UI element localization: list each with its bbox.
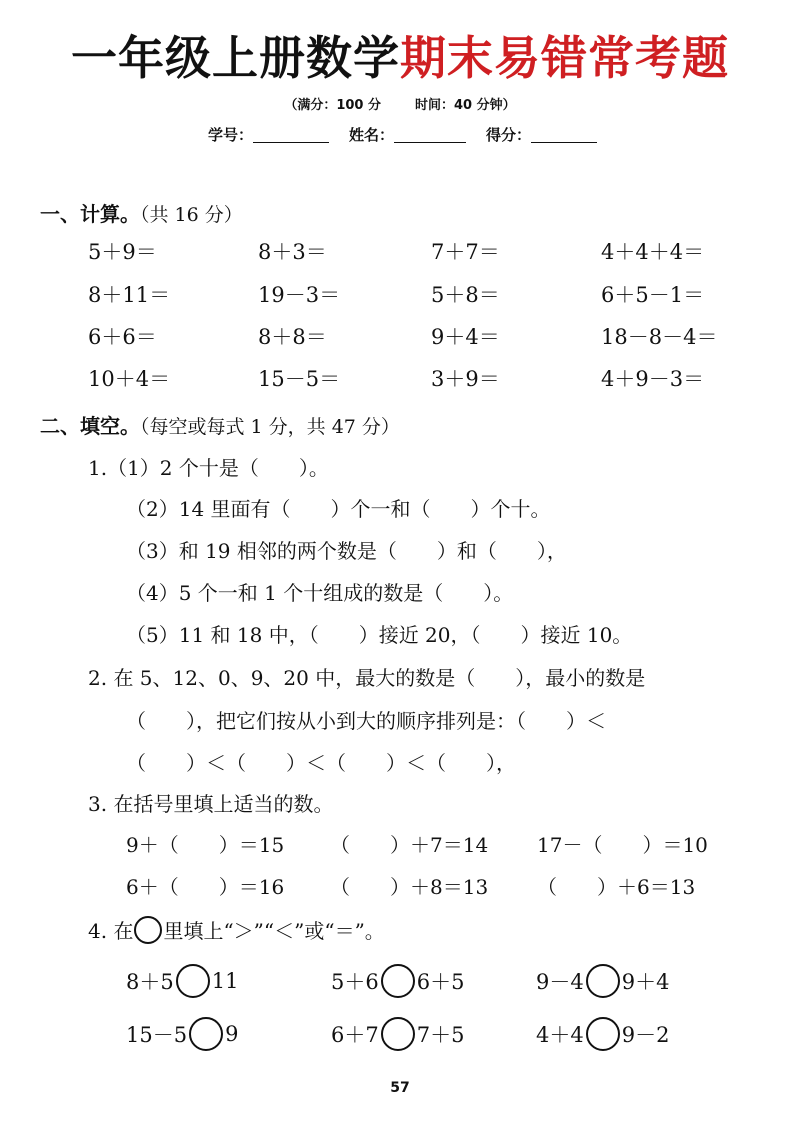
compare-item <box>331 964 464 998</box>
full-score-text: （满分：100 分 <box>284 98 382 113</box>
question-1-4: （4）5 个一和 1 个十组成的数是（ ）。 <box>126 581 514 605</box>
section2-note: （每空或每式 1 分，共 47 分） <box>140 416 400 438</box>
calc-item: 5＋9＝ <box>88 240 157 264</box>
compare-circle[interactable] <box>586 964 620 998</box>
compare-left: 4＋4 <box>536 1023 584 1047</box>
compare-item <box>331 1017 464 1051</box>
compare-right: 9＋4 <box>621 970 670 994</box>
title-red-part: 期末易错常考题 <box>400 31 729 85</box>
compare-circle[interactable] <box>381 964 415 998</box>
student-no-field[interactable] <box>253 126 329 143</box>
section1-note: （共 16 分） <box>140 204 243 226</box>
section2-heading <box>40 410 400 439</box>
compare-left: 5＋6 <box>331 970 379 994</box>
page-number: 57 <box>390 1080 410 1096</box>
question-2-line-3: （ ）＜（ ）＜（ ）＜（ ）， <box>126 751 516 775</box>
compare-circle[interactable] <box>176 964 210 998</box>
question-2-line-2: （ ），把它们按从小到大的顺序排列是：（ ）＜ <box>126 709 606 733</box>
circle-icon <box>134 916 162 944</box>
question-3-item: 9＋（ ）＝15 <box>126 833 285 857</box>
compare-right: 7＋5 <box>416 1023 465 1047</box>
calc-item: 8＋8＝ <box>258 325 327 349</box>
time-text: 时间：40 分钟） <box>415 98 516 113</box>
section2-title: 二、填空。 <box>40 414 140 438</box>
compare-right: 9－2 <box>621 1023 670 1047</box>
question-3-title: 3. 在括号里填上适当的数。 <box>88 792 334 816</box>
calc-item: 7＋7＝ <box>431 240 500 264</box>
calc-item: 6＋6＝ <box>88 325 157 349</box>
calc-item: 8＋11＝ <box>88 283 171 307</box>
question-4-title <box>88 915 385 944</box>
section1-title: 一、计算。 <box>40 202 140 226</box>
calc-item: 8＋3＝ <box>258 240 327 264</box>
student-no-label: 学号： <box>208 126 254 144</box>
question-3-item: （ ）＋7＝14 <box>330 833 489 857</box>
compare-left: 6＋7 <box>331 1023 379 1047</box>
calc-item: 6＋5－1＝ <box>601 283 705 307</box>
question-1-3: （3）和 19 相邻的两个数是（ ）和（ ）， <box>126 539 567 563</box>
student-info-line <box>208 124 597 145</box>
compare-item <box>536 964 669 998</box>
compare-circle[interactable] <box>189 1017 223 1051</box>
compare-item <box>126 964 238 998</box>
question-1-2: （2）14 里面有（ ）个一和（ ）个十。 <box>126 497 551 521</box>
question-4-suffix: 里填上“＞”“＜”或“＝”。 <box>163 919 385 943</box>
name-label: 姓名： <box>349 126 395 144</box>
calc-item: 5＋8＝ <box>431 283 500 307</box>
score-time-line <box>0 94 800 113</box>
calc-row-3 <box>0 321 800 351</box>
score-field[interactable] <box>531 126 597 143</box>
question-3-item: 6＋（ ）＝16 <box>126 875 285 899</box>
title-black-part: 一年级上册数学 <box>71 31 400 85</box>
score-label: 得分： <box>486 126 532 144</box>
name-field[interactable] <box>394 126 466 143</box>
compare-item <box>126 1017 238 1051</box>
question-4-prefix: 4. 在 <box>88 919 134 943</box>
compare-right: 6＋5 <box>416 970 465 994</box>
calc-item: 10＋4＝ <box>88 367 171 391</box>
compare-right: 11 <box>211 969 239 993</box>
calc-item: 3＋9＝ <box>431 367 500 391</box>
calc-row-4 <box>0 363 800 393</box>
calc-item: 4＋9－3＝ <box>601 367 705 391</box>
compare-right: 9 <box>225 1022 239 1046</box>
compare-circle[interactable] <box>586 1017 620 1051</box>
question-1-1: 1.（1）2 个十是（ ）。 <box>88 456 329 480</box>
question-3-item: （ ）＋8＝13 <box>330 875 489 899</box>
compare-circle[interactable] <box>381 1017 415 1051</box>
question-3-item: （ ）＋6＝13 <box>537 875 696 899</box>
section1-heading <box>40 198 243 227</box>
calc-row-1 <box>0 236 800 266</box>
calc-item: 4＋4＋4＝ <box>601 240 705 264</box>
question-3-item: 17－（ ）＝10 <box>537 833 708 857</box>
calc-row-2 <box>0 279 800 309</box>
compare-left: 15－5 <box>126 1023 188 1047</box>
calc-item: 9＋4＝ <box>431 325 500 349</box>
calc-item: 15－5＝ <box>258 367 341 391</box>
question-1-5: （5）11 和 18 中，（ ）接近 20，（ ）接近 10。 <box>126 623 633 647</box>
question-2-line-1: 2. 在 5、12、0、9、20 中，最大的数是（ ），最小的数是 <box>88 666 646 690</box>
calc-item: 19－3＝ <box>258 283 341 307</box>
compare-item <box>536 1017 669 1051</box>
worksheet-title <box>0 22 800 88</box>
calc-item: 18－8－4＝ <box>601 325 718 349</box>
compare-left: 8＋5 <box>126 970 174 994</box>
compare-left: 9－4 <box>536 970 584 994</box>
